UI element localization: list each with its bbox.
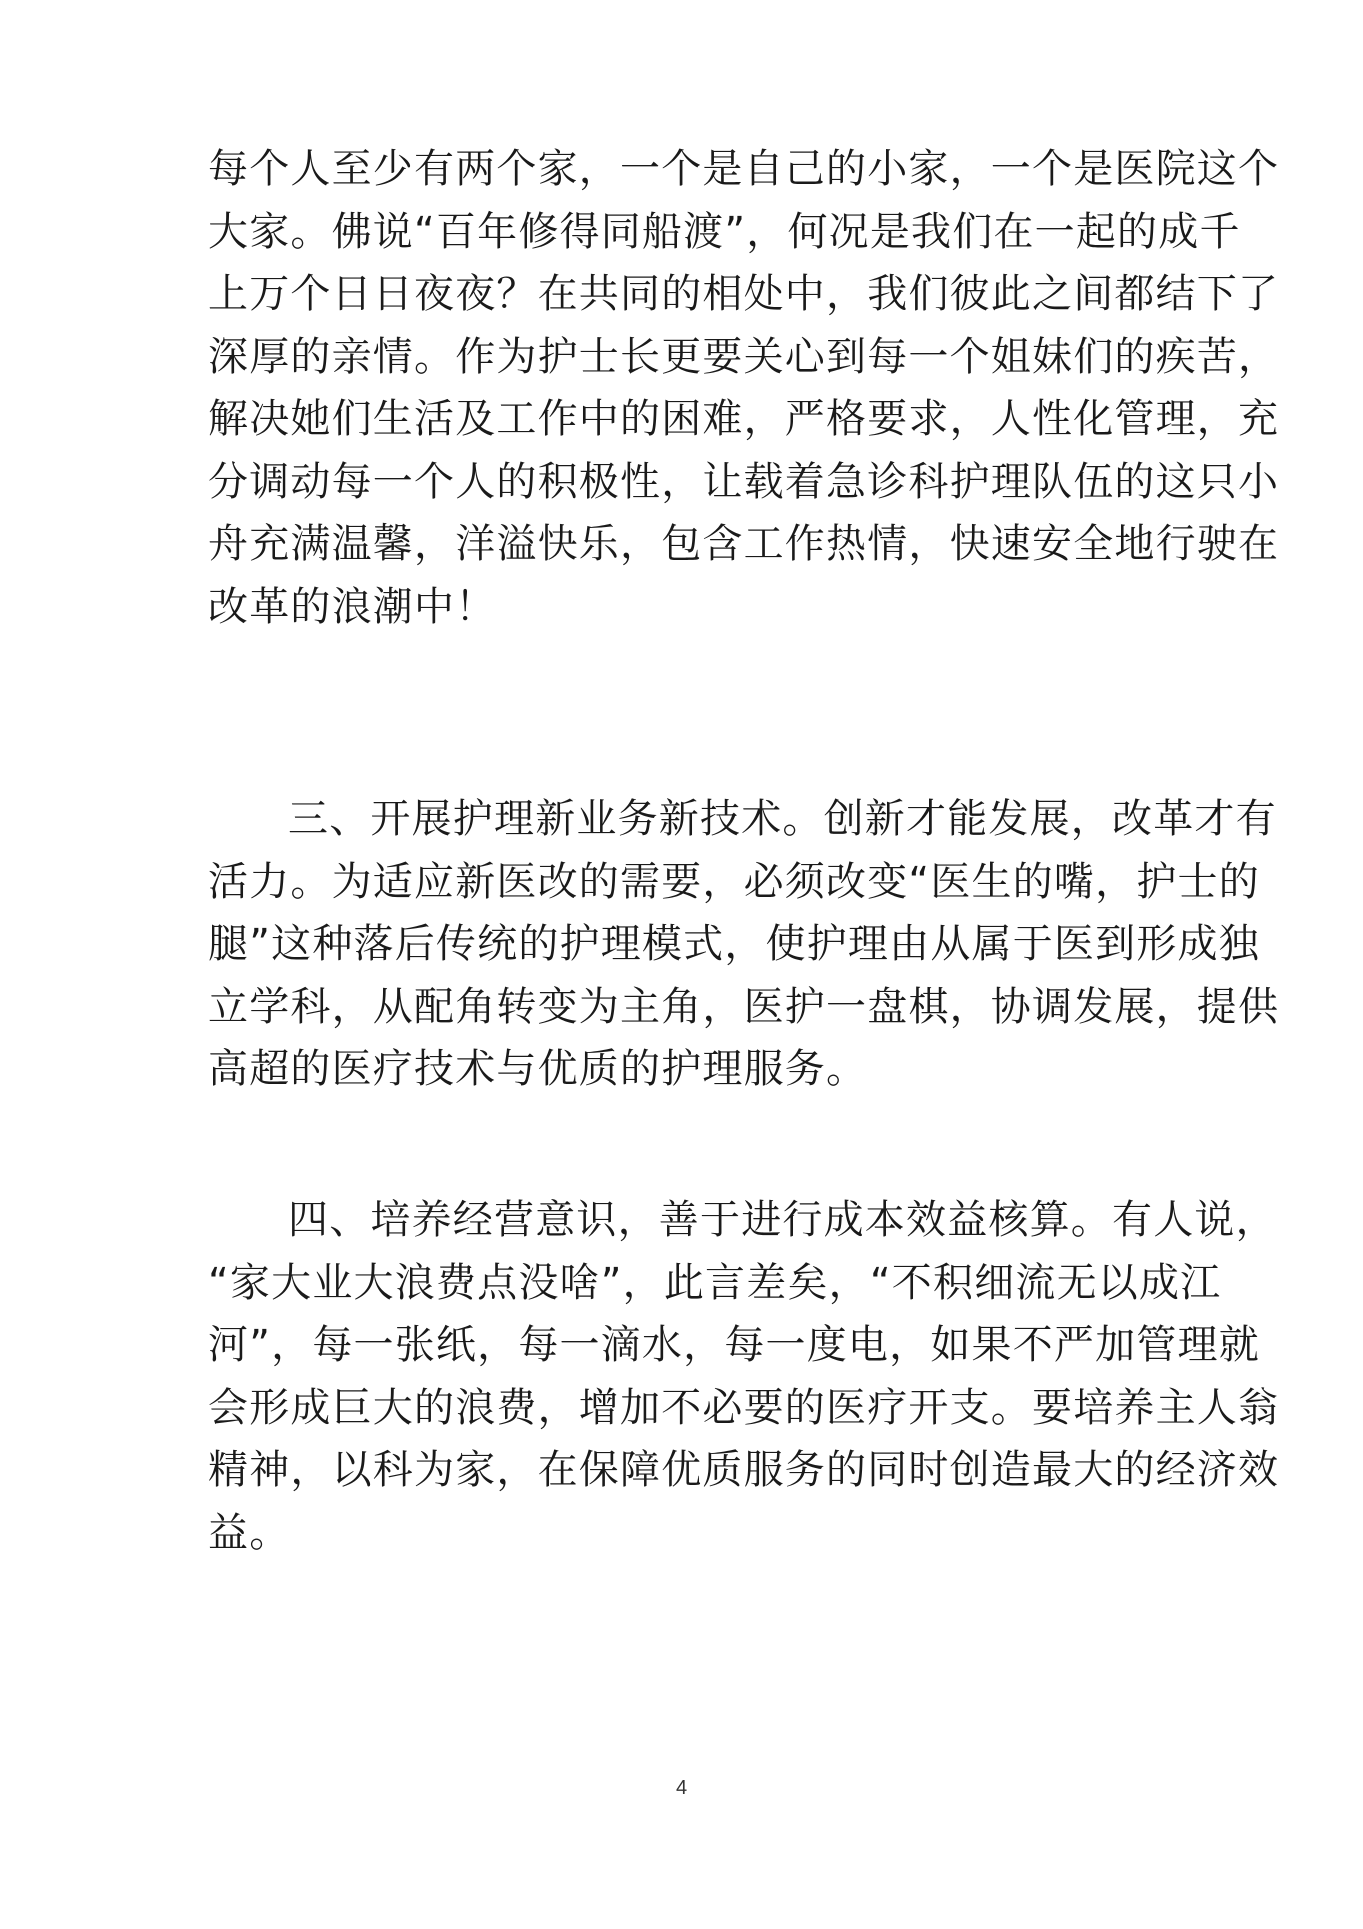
paragraph-line: 益。 (208, 1509, 291, 1556)
page-number: 4 (675, 1777, 688, 1799)
paragraph-line: 活力。为适应新医改的需要，必须改变“医生的嘴，护士的 (208, 858, 1260, 905)
paragraph-line: 高超的医疗技术与优质的护理服务。 (208, 1046, 868, 1092)
paragraph-two-homes (208, 138, 1280, 638)
paragraph-line: 三、开展护理新业务新技术。创新才能发展，改革才有 (288, 796, 1277, 842)
paragraph-section-three (208, 788, 1280, 1101)
paragraph-section-four (208, 1189, 1280, 1564)
paragraph-line: 立学科，从配角转变为主角，医护一盘棋，协调发展，提供 (208, 983, 1280, 1030)
paragraph-line: 会形成巨大的浪费，增加不必要的医疗开支。要培养主人翁 (208, 1384, 1280, 1431)
paragraph-line: 腿”这种落后传统的护理模式，使护理由从属于医到形成独 (208, 921, 1260, 967)
paragraph-line: “家大业大浪费点没啥”，此言差矣，“不积细流无以成江 (208, 1259, 1222, 1306)
paragraph-line: 解决她们生活及工作中的困难，严格要求，人性化管理，充 (208, 396, 1280, 442)
paragraph-line: 河”，每一张纸，每一滴水，每一度电，如果不严加管理就 (208, 1322, 1260, 1368)
paragraph-line: 四、培养经营意识，善于进行成本效益核算。有人说， (288, 1197, 1277, 1243)
paragraph-line: 分调动每一个人的积极性，让载着急诊科护理队伍的这只小 (208, 458, 1280, 505)
paragraph-line: 舟充满温馨，洋溢快乐，包含工作热情，快速安全地行驶在 (208, 521, 1280, 567)
paragraph-line: 大家。佛说“百年修得同船渡”，何况是我们在一起的成千 (208, 208, 1241, 255)
paragraph-line: 改革的浪潮中！ (208, 583, 497, 630)
paragraph-line: 精神，以科为家，在保障优质服务的同时创造最大的经济效 (208, 1447, 1280, 1493)
paragraph-line: 深厚的亲情。作为护士长更要关心到每一个姐妹们的疾苦， (208, 333, 1280, 380)
paragraph-line: 每个人至少有两个家，一个是自己的小家，一个是医院这个 (208, 146, 1280, 192)
paragraph-line: 上万个日日夜夜？在共同的相处中，我们彼此之间都结下了 (208, 271, 1280, 317)
